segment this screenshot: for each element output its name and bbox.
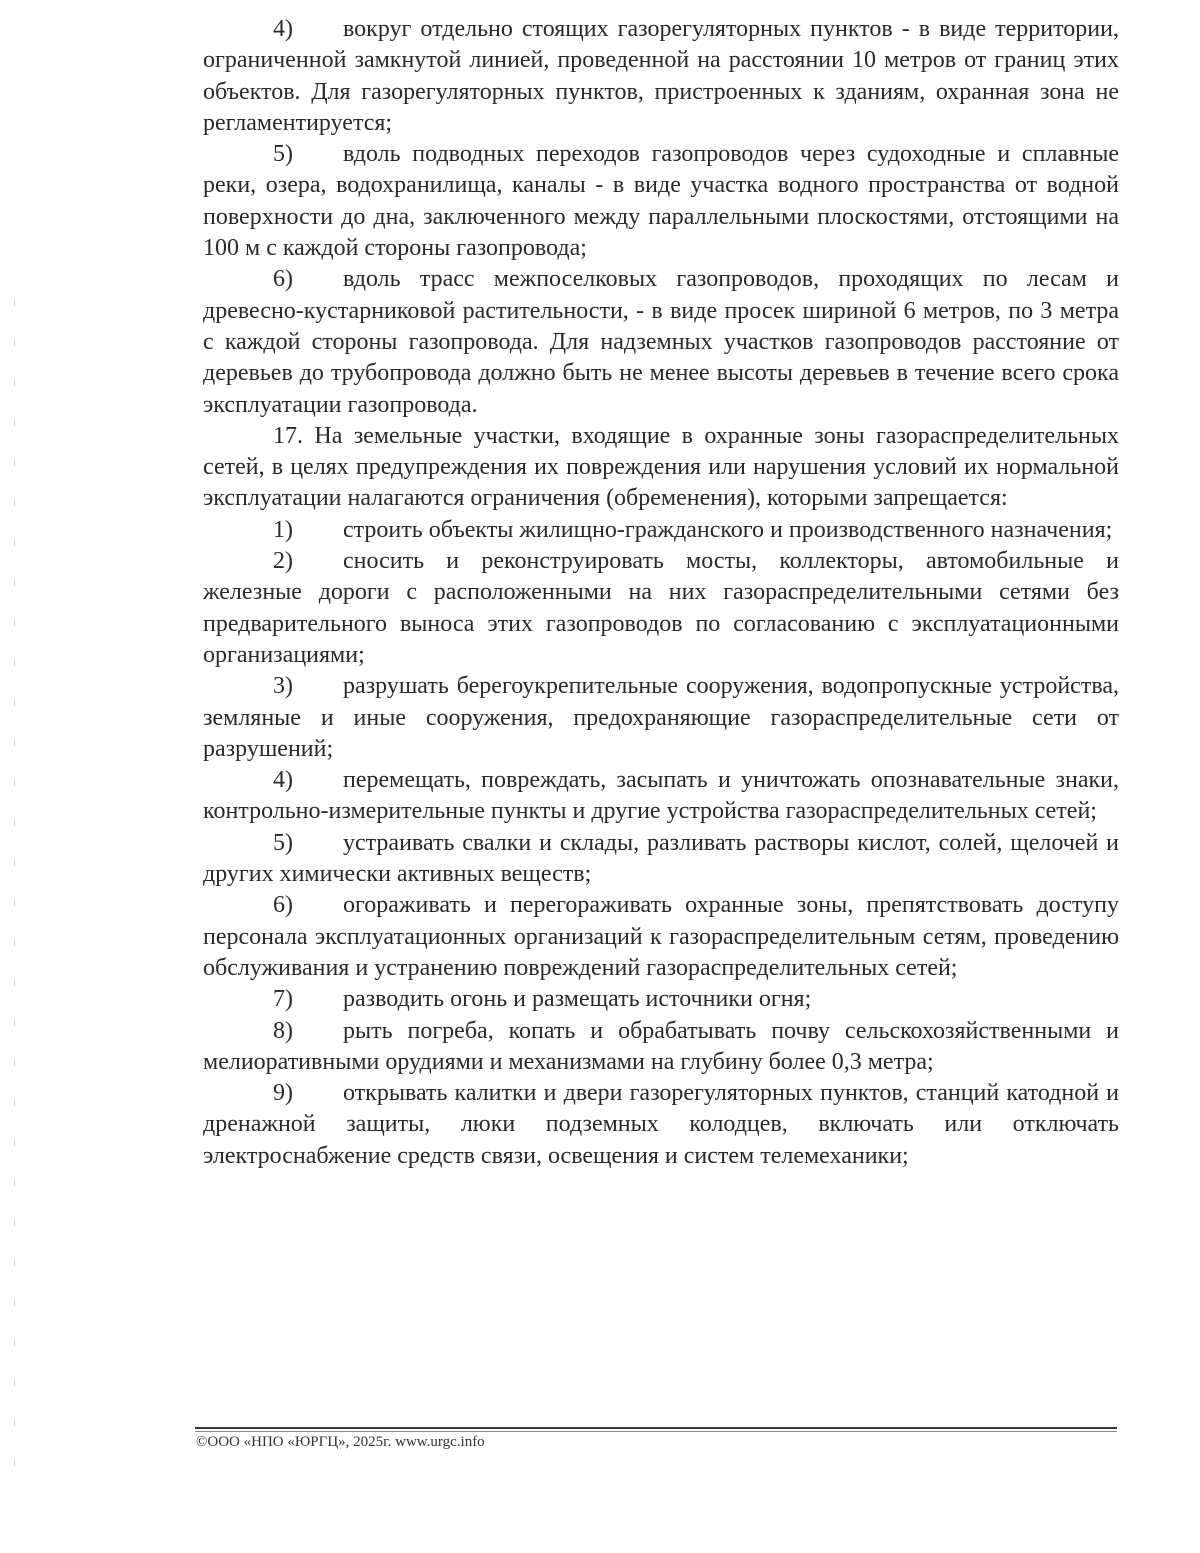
list-item	[203, 139, 1119, 264]
list-item	[203, 1016, 1119, 1079]
item-text: огораживать и перегораживать охранные зоны, препятствовать доступу персонала эксплуатационных организаций к газораспределительным сетям, проведению обслуживания и устранению повреждений газораспределительных сетей;	[203, 892, 1119, 981]
item-number: 9)	[273, 1080, 293, 1107]
item-number: 5)	[273, 141, 293, 168]
body-text	[203, 14, 1119, 1172]
item-number: 6)	[273, 892, 293, 919]
item-text: рыть погреба, копать и обрабатывать почву сельскохозяйственными и мелиоративными орудиями и механизмами на глубину более 0,3 метра;	[203, 1017, 1119, 1075]
item-text: вдоль подводных переходов газопроводов через судоходные и сплавные реки, озера, водохранилища, каналы - в виде участка водного пространства от водной поверхности до дна, заключенного между параллельными плоскостями, отстоящими на 100 м с каждой стороны газопровода;	[203, 141, 1119, 262]
list-item	[203, 1078, 1119, 1172]
item-number: 1)	[273, 516, 293, 543]
item-text: открывать калитки и двери газорегуляторных пунктов, станций катодной и дренажной защиты, люки подземных колодцев, включать или отключать электроснабжение средств связи, освещения и систем телемеханики;	[203, 1080, 1119, 1169]
list-item	[203, 515, 1119, 546]
footer-divider	[195, 1427, 1117, 1429]
item-text: вдоль трасс межпоселковых газопроводов, проходящих по лесам и древесно-кустарниковой растительности, - в виде просек шириной 6 метров, по 3 метра с каждой стороны газопровода. Для надземных участков газопроводов расстояние от деревьев до трубопровода должно быть не менее высоты деревьев в течение всего срока эксплуатации газопровода.	[203, 266, 1119, 418]
item-text: разводить огонь и размещать источники огня;	[343, 986, 812, 1013]
list-item	[203, 890, 1119, 984]
item-number: 5)	[273, 829, 293, 856]
list-item	[203, 765, 1119, 828]
item-text: сносить и реконструировать мосты, коллекторы, автомобильные и железные дороги с расположенными на них газораспределительными сетями без предварительного выноса этих газопроводов по согласованию с эксплуатационными организациями;	[203, 548, 1119, 668]
item-text: строить объекты жилищно-гражданского и производственного назначения;	[343, 516, 1113, 543]
list-item	[203, 984, 1119, 1015]
item-number: 2)	[273, 548, 293, 575]
list-item	[203, 264, 1119, 420]
list-item	[203, 14, 1119, 139]
scan-edge-artifact	[14, 300, 15, 1500]
list-item	[203, 546, 1119, 671]
item-text: перемещать, повреждать, засыпать и уничтожать опознавательные знаки, контрольно-измерительные пункты и другие устройства газораспределительных сетей;	[203, 767, 1119, 825]
item-number: 6)	[273, 266, 293, 293]
item-text: устраивать свалки и склады, разливать растворы кислот, солей, щелочей и других химически активных веществ;	[203, 829, 1119, 888]
item-number: 4)	[273, 767, 293, 794]
item-text: разрушать берегоукрепительные сооружения, водопропускные устройства, земляные и иные сооружения, предохраняющие газораспределительные сети от разрушений;	[203, 673, 1119, 762]
item-number: 8)	[273, 1017, 293, 1044]
item-number: 7)	[273, 986, 293, 1013]
footer-divider-thin	[195, 1431, 1117, 1432]
paragraph-text: 17. На земельные участки, входящие в охранные зоны газораспределительных сетей, в целях предупреждения их повреждения или нарушения условий их нормальной эксплуатации налагаются ограничения (обременения), которыми запрещается:	[203, 422, 1119, 512]
section-paragraph-17	[203, 421, 1119, 515]
item-number: 4)	[273, 16, 293, 42]
item-number: 3)	[273, 673, 293, 700]
list-item	[203, 671, 1119, 765]
list-item	[203, 828, 1119, 891]
footer-copyright: ©ООО «НПО «ЮРГЦ», 2025г. www.urgc.info	[196, 1434, 485, 1450]
item-text: вокруг отдельно стоящих газорегуляторных пунктов - в виде территории, ограниченной замкнутой линией, проведенной на расстоянии 10 метров от границ этих объектов. Для газорегуляторных пунктов, пристроенных к зданиям, охранная зона не регламентируется;	[203, 16, 1119, 136]
